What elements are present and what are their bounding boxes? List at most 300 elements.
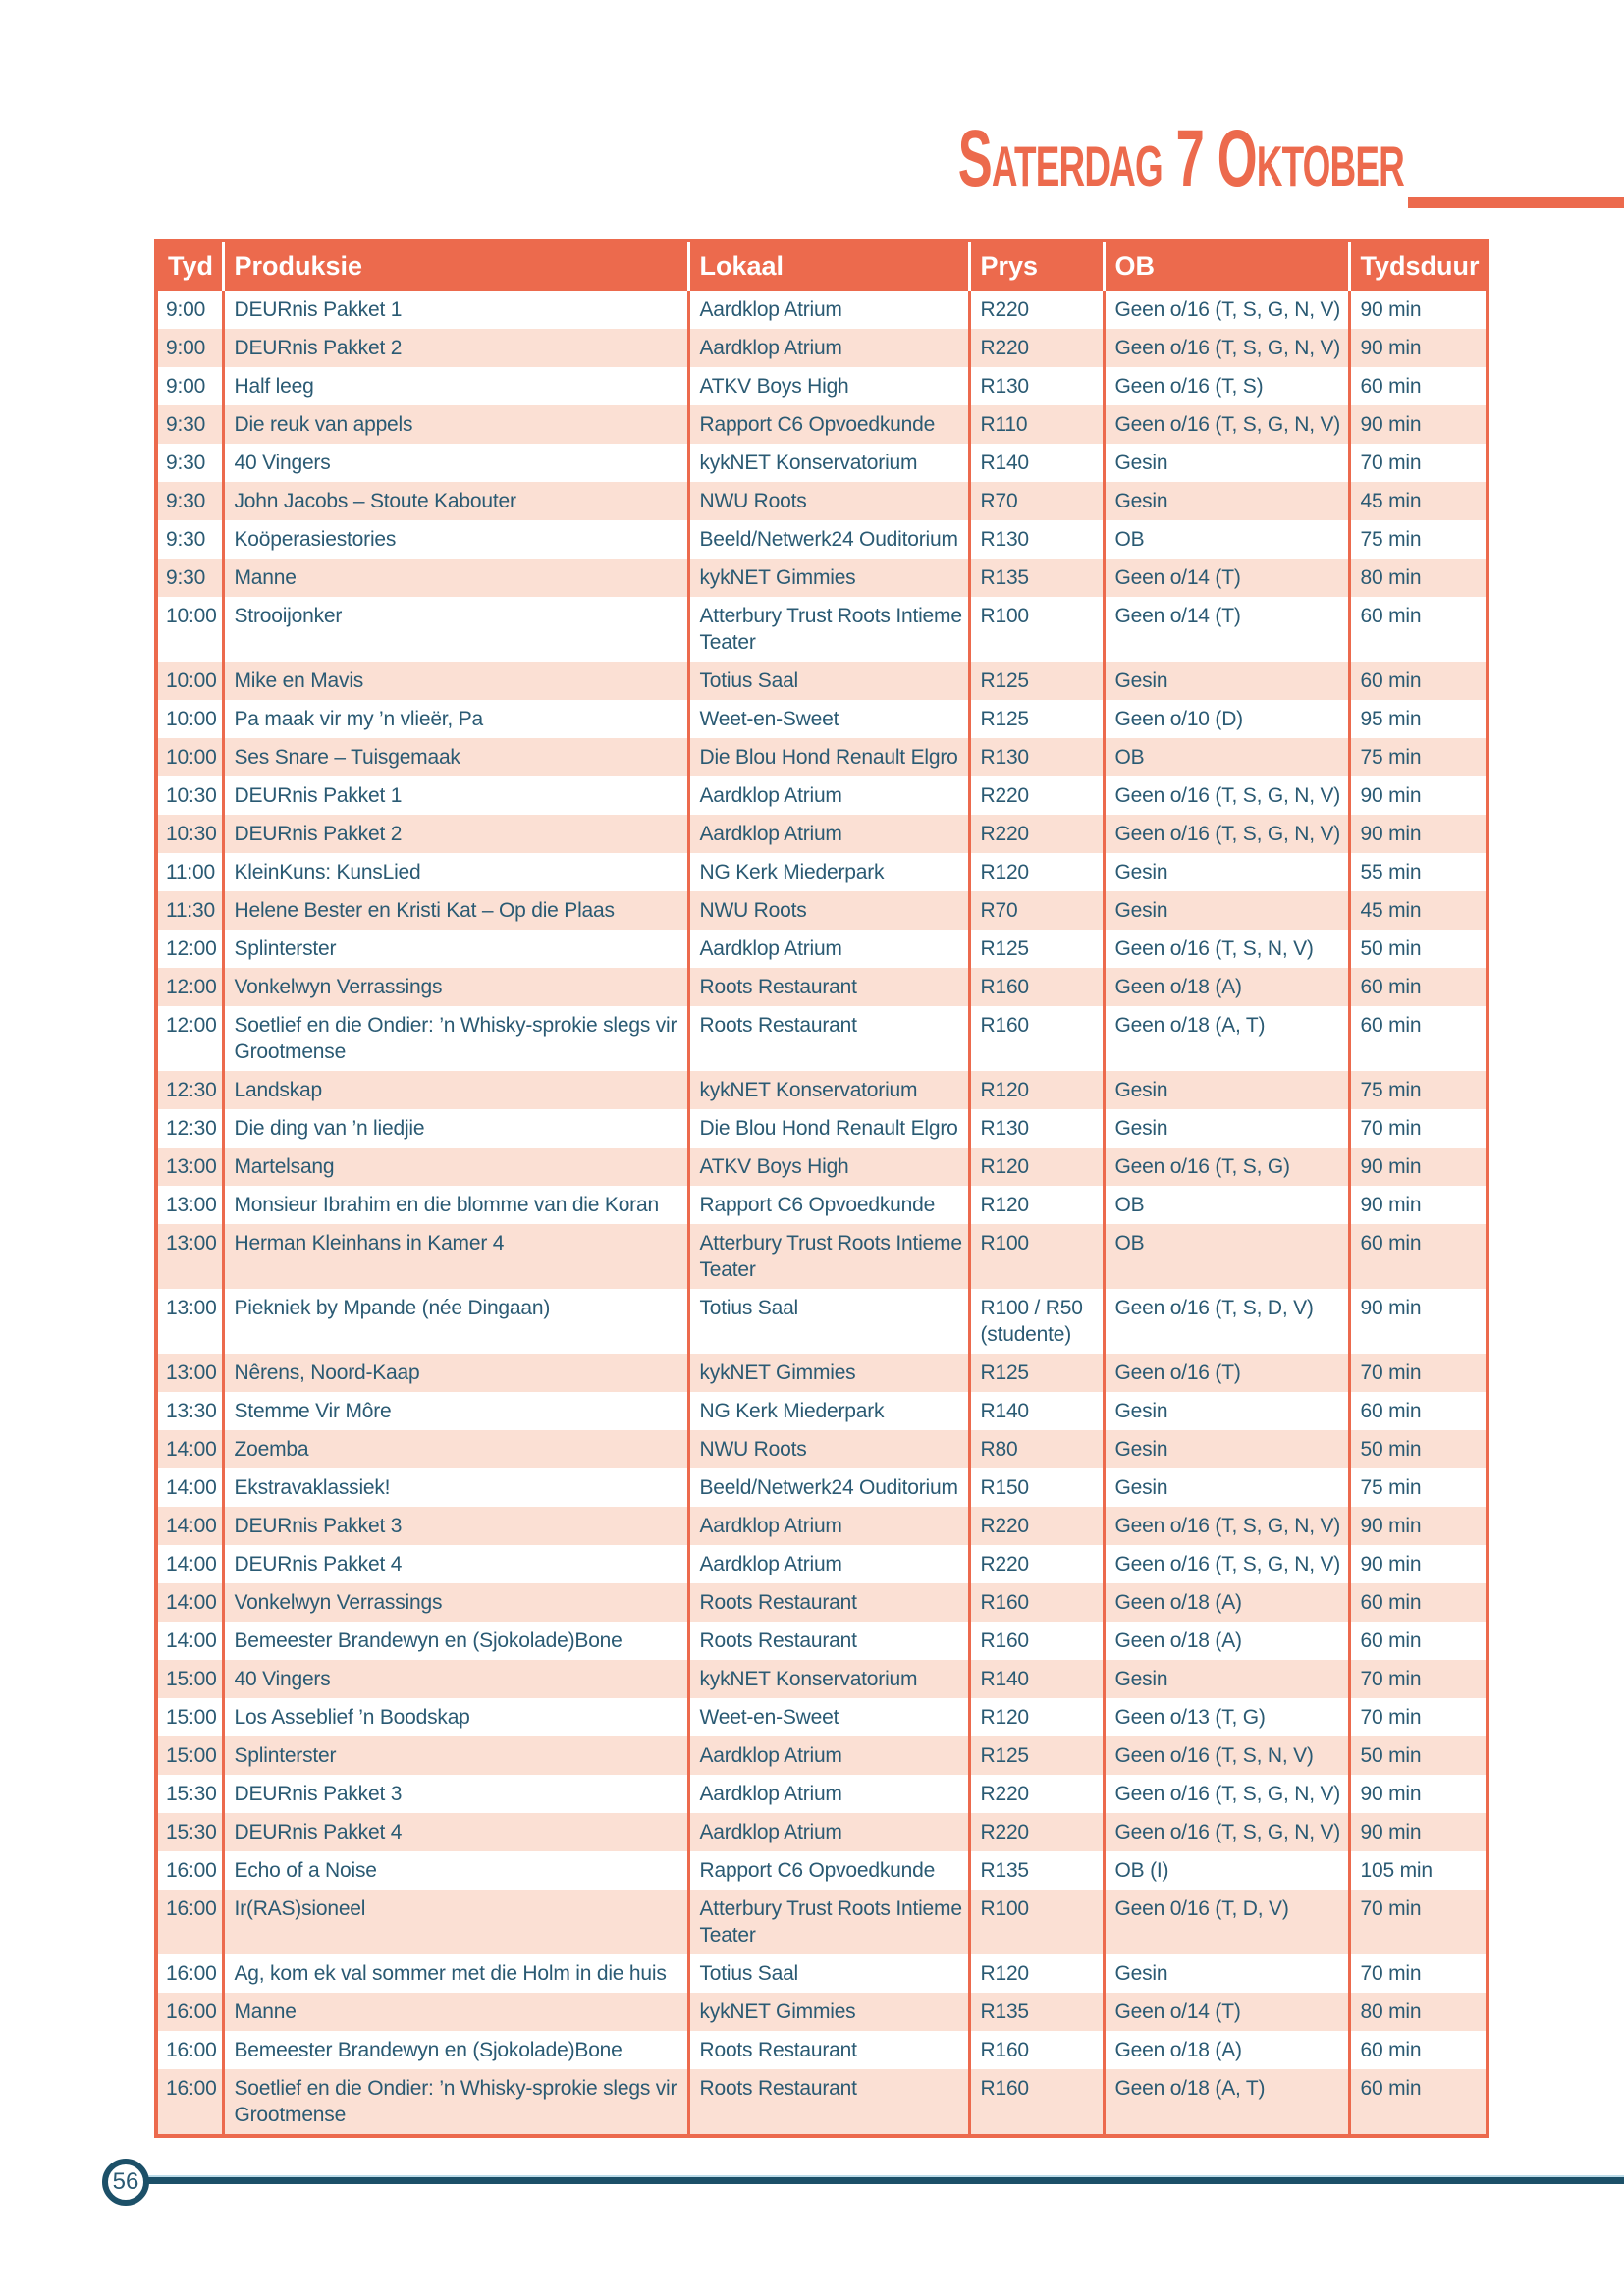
cell-tydsduur: 70 min [1349,444,1488,482]
cell-tyd: 10:30 [156,776,223,815]
cell-tydsduur: 80 min [1349,559,1488,597]
cell-tyd: 16:00 [156,2069,223,2136]
cell-ob: OB (I) [1104,1851,1349,1890]
cell-prys: R70 [969,482,1104,520]
cell-ob: Gesin [1104,891,1349,930]
cell-prys: R120 [969,1698,1104,1736]
cell-tyd: 9:30 [156,559,223,597]
cell-produksie: Herman Kleinhans in Kamer 4 [223,1224,688,1289]
cell-prys: R100 / R50 (studente) [969,1289,1104,1354]
cell-ob: Geen o/14 (T) [1104,1993,1349,2031]
cell-prys: R80 [969,1430,1104,1468]
cell-ob: Geen o/16 (T, S, G, N, V) [1104,776,1349,815]
table-row [156,1993,1488,2031]
cell-prys: R100 [969,1890,1104,1954]
table-row [156,520,1488,559]
cell-prys: R220 [969,776,1104,815]
cell-ob: Geen o/16 (T, S, D, V) [1104,1289,1349,1354]
cell-prys: R130 [969,738,1104,776]
cell-lokaal: Aardklop Atrium [688,815,969,853]
cell-produksie: DEURnis Pakket 3 [223,1775,688,1813]
cell-prys: R220 [969,1813,1104,1851]
cell-lokaal: Rapport C6 Opvoedkunde [688,1186,969,1224]
cell-prys: R125 [969,700,1104,738]
cell-produksie: DEURnis Pakket 4 [223,1545,688,1583]
cell-lokaal: kykNET Gimmies [688,1993,969,2031]
cell-prys: R220 [969,1507,1104,1545]
page-number-badge: 56 [102,2159,149,2206]
cell-lokaal: Aardklop Atrium [688,1736,969,1775]
cell-ob: Geen o/18 (A, T) [1104,2069,1349,2136]
cell-produksie: DEURnis Pakket 1 [223,776,688,815]
cell-tyd: 16:00 [156,1954,223,1993]
cell-tyd: 10:00 [156,662,223,700]
cell-produksie: Martelsang [223,1148,688,1186]
cell-ob: OB [1104,1186,1349,1224]
cell-ob: Geen o/16 (T) [1104,1354,1349,1392]
cell-ob: Gesin [1104,1660,1349,1698]
cell-ob: Geen o/16 (T, S, N, V) [1104,930,1349,968]
table-row [156,1775,1488,1813]
table-row [156,2069,1488,2136]
table-row [156,1186,1488,1224]
table-row [156,776,1488,815]
cell-ob: Geen o/18 (A) [1104,968,1349,1006]
cell-ob: Geen o/18 (A) [1104,1583,1349,1622]
cell-tyd: 12:30 [156,1071,223,1109]
cell-tydsduur: 90 min [1349,1775,1488,1813]
cell-lokaal: Roots Restaurant [688,2069,969,2136]
cell-tydsduur: 75 min [1349,1468,1488,1507]
table-row [156,1392,1488,1430]
cell-produksie: DEURnis Pakket 2 [223,329,688,367]
cell-ob: Geen o/16 (T, S, G, N, V) [1104,291,1349,329]
cell-tydsduur: 60 min [1349,1224,1488,1289]
cell-tydsduur: 60 min [1349,1006,1488,1071]
cell-tydsduur: 105 min [1349,1851,1488,1890]
cell-prys: R160 [969,2069,1104,2136]
cell-ob: Geen o/13 (T, G) [1104,1698,1349,1736]
cell-prys: R135 [969,1851,1104,1890]
cell-produksie: Bemeester Brandewyn en (Sjokolade)Bone [223,1622,688,1660]
cell-produksie: Die reuk van appels [223,405,688,444]
table-row [156,1006,1488,1071]
cell-produksie: Bemeester Brandewyn en (Sjokolade)Bone [223,2031,688,2069]
table-row [156,1583,1488,1622]
cell-ob: Geen o/16 (T, S, G, N, V) [1104,1775,1349,1813]
schedule-table-header [156,240,1488,291]
cell-lokaal: kykNET Gimmies [688,559,969,597]
cell-ob: Gesin [1104,1468,1349,1507]
cell-tydsduur: 60 min [1349,1622,1488,1660]
cell-prys: R160 [969,1622,1104,1660]
cell-produksie: Echo of a Noise [223,1851,688,1890]
cell-prys: R120 [969,1954,1104,1993]
cell-tydsduur: 60 min [1349,1392,1488,1430]
table-row [156,559,1488,597]
cell-ob: Gesin [1104,1430,1349,1468]
cell-produksie: Splinterster [223,1736,688,1775]
table-row [156,1890,1488,1954]
cell-tydsduur: 50 min [1349,1736,1488,1775]
cell-prys: R120 [969,1071,1104,1109]
cell-ob: Gesin [1104,853,1349,891]
table-row [156,367,1488,405]
cell-ob: Gesin [1104,662,1349,700]
table-row [156,968,1488,1006]
cell-produksie: Ses Snare – Tuisgemaak [223,738,688,776]
cell-ob: Geen o/16 (T, S, G, N, V) [1104,815,1349,853]
table-row [156,853,1488,891]
cell-lokaal: Aardklop Atrium [688,1813,969,1851]
cell-tydsduur: 60 min [1349,968,1488,1006]
cell-tyd: 13:00 [156,1354,223,1392]
cell-prys: R135 [969,559,1104,597]
cell-lokaal: Atterbury Trust Roots Intieme Teater [688,597,969,662]
cell-produksie: John Jacobs – Stoute Kabouter [223,482,688,520]
cell-prys: R160 [969,1583,1104,1622]
cell-lokaal: Roots Restaurant [688,1583,969,1622]
cell-prys: R135 [969,1993,1104,2031]
cell-lokaal: NWU Roots [688,482,969,520]
cell-tyd: 15:00 [156,1698,223,1736]
cell-produksie: Soetlief en die Ondier: ’n Whisky-sprokie slegs vir Grootmense [223,1006,688,1071]
cell-tydsduur: 75 min [1349,520,1488,559]
table-row [156,1813,1488,1851]
cell-tydsduur: 70 min [1349,1890,1488,1954]
cell-produksie: DEURnis Pakket 1 [223,291,688,329]
cell-lokaal: NWU Roots [688,1430,969,1468]
cell-ob: Geen o/16 (T, S, G) [1104,1148,1349,1186]
cell-tydsduur: 90 min [1349,1289,1488,1354]
cell-produksie: Helene Bester en Kristi Kat – Op die Plaas [223,891,688,930]
table-row [156,1736,1488,1775]
table-row [156,1622,1488,1660]
cell-prys: R120 [969,1148,1104,1186]
table-row [156,329,1488,367]
cell-tyd: 12:00 [156,968,223,1006]
cell-lokaal: kykNET Gimmies [688,1354,969,1392]
cell-lokaal: Aardklop Atrium [688,291,969,329]
cell-ob: Geen o/18 (A) [1104,1622,1349,1660]
cell-produksie: Manne [223,559,688,597]
cell-ob: Geen o/16 (T, S, G, N, V) [1104,405,1349,444]
cell-prys: R140 [969,1392,1104,1430]
cell-prys: R125 [969,1354,1104,1392]
cell-lokaal: Atterbury Trust Roots Intieme Teater [688,1890,969,1954]
cell-lokaal: Aardklop Atrium [688,1545,969,1583]
cell-tydsduur: 75 min [1349,1071,1488,1109]
table-row [156,1851,1488,1890]
cell-produksie: Ir(RAS)sioneel [223,1890,688,1954]
cell-lokaal: Rapport C6 Opvoedkunde [688,405,969,444]
cell-tyd: 14:00 [156,1622,223,1660]
cell-tydsduur: 90 min [1349,1186,1488,1224]
cell-lokaal: ATKV Boys High [688,1148,969,1186]
cell-ob: Geen o/16 (T, S, G, N, V) [1104,1545,1349,1583]
table-row [156,2031,1488,2069]
cell-lokaal: Totius Saal [688,662,969,700]
cell-produksie: Vonkelwyn Verrassings [223,1583,688,1622]
cell-tyd: 11:30 [156,891,223,930]
cell-ob: Geen o/18 (A, T) [1104,1006,1349,1071]
cell-tydsduur: 60 min [1349,1583,1488,1622]
cell-ob: OB [1104,1224,1349,1289]
cell-lokaal: Aardklop Atrium [688,1775,969,1813]
footer-rule [145,2175,1624,2184]
cell-tyd: 12:30 [156,1109,223,1148]
cell-ob: Geen o/16 (T, S, N, V) [1104,1736,1349,1775]
cell-ob: Gesin [1104,482,1349,520]
cell-tydsduur: 60 min [1349,662,1488,700]
cell-produksie: Nêrens, Noord-Kaap [223,1354,688,1392]
cell-tyd: 13:00 [156,1289,223,1354]
cell-tyd: 11:00 [156,853,223,891]
cell-prys: R125 [969,662,1104,700]
cell-lokaal: NWU Roots [688,891,969,930]
cell-tyd: 10:00 [156,597,223,662]
table-row [156,1224,1488,1289]
cell-produksie: Vonkelwyn Verrassings [223,968,688,1006]
cell-lokaal: ATKV Boys High [688,367,969,405]
cell-tyd: 9:30 [156,482,223,520]
cell-lokaal: Roots Restaurant [688,1622,969,1660]
cell-tydsduur: 90 min [1349,1545,1488,1583]
cell-ob: Geen 0/16 (T, D, V) [1104,1890,1349,1954]
cell-ob: Gesin [1104,1109,1349,1148]
cell-tydsduur: 55 min [1349,853,1488,891]
cell-lokaal: Roots Restaurant [688,1006,969,1071]
cell-ob: Geen o/16 (T, S, G, N, V) [1104,1813,1349,1851]
cell-ob: Geen o/10 (D) [1104,700,1349,738]
cell-tydsduur: 60 min [1349,2069,1488,2136]
cell-prys: R100 [969,1224,1104,1289]
cell-ob: Gesin [1104,1392,1349,1430]
cell-ob: OB [1104,738,1349,776]
cell-tydsduur: 60 min [1349,2031,1488,2069]
cell-tydsduur: 70 min [1349,1109,1488,1148]
cell-tyd: 13:30 [156,1392,223,1430]
cell-tyd: 13:00 [156,1224,223,1289]
cell-tydsduur: 95 min [1349,700,1488,738]
cell-tydsduur: 60 min [1349,597,1488,662]
cell-tydsduur: 90 min [1349,815,1488,853]
cell-tydsduur: 75 min [1349,738,1488,776]
cell-produksie: Ekstravaklassiek! [223,1468,688,1507]
table-row [156,1545,1488,1583]
cell-tyd: 14:00 [156,1430,223,1468]
cell-lokaal: Aardklop Atrium [688,776,969,815]
table-row [156,1354,1488,1392]
table-row [156,482,1488,520]
cell-tydsduur: 50 min [1349,1430,1488,1468]
cell-lokaal: Aardklop Atrium [688,930,969,968]
cell-tyd: 14:00 [156,1468,223,1507]
cell-ob: Geen o/18 (A) [1104,2031,1349,2069]
cell-lokaal: kykNET Konservatorium [688,444,969,482]
table-row [156,1071,1488,1109]
cell-prys: R120 [969,853,1104,891]
cell-prys: R160 [969,968,1104,1006]
cell-ob: Gesin [1104,444,1349,482]
table-row [156,1954,1488,1993]
table-row [156,891,1488,930]
page-title: Saterdag 7 Oktober [957,112,1404,204]
cell-tydsduur: 70 min [1349,1698,1488,1736]
cell-tydsduur: 80 min [1349,1993,1488,2031]
cell-tyd: 9:00 [156,291,223,329]
cell-prys: R140 [969,1660,1104,1698]
cell-produksie: Zoemba [223,1430,688,1468]
cell-tyd: 10:00 [156,700,223,738]
cell-prys: R220 [969,815,1104,853]
cell-tydsduur: 90 min [1349,291,1488,329]
cell-produksie: DEURnis Pakket 3 [223,1507,688,1545]
cell-tydsduur: 90 min [1349,1507,1488,1545]
cell-prys: R220 [969,291,1104,329]
cell-prys: R100 [969,597,1104,662]
cell-produksie: DEURnis Pakket 4 [223,1813,688,1851]
cell-tyd: 16:00 [156,2031,223,2069]
cell-produksie: Die ding van ’n liedjie [223,1109,688,1148]
cell-prys: R140 [969,444,1104,482]
cell-prys: R120 [969,1186,1104,1224]
cell-tyd: 13:00 [156,1148,223,1186]
cell-tydsduur: 60 min [1349,367,1488,405]
cell-prys: R130 [969,1109,1104,1148]
cell-tydsduur: 70 min [1349,1660,1488,1698]
table-row [156,1289,1488,1354]
cell-lokaal: Roots Restaurant [688,2031,969,2069]
cell-tyd: 12:00 [156,930,223,968]
cell-tyd: 14:00 [156,1583,223,1622]
table-row [156,930,1488,968]
cell-tydsduur: 90 min [1349,1148,1488,1186]
cell-lokaal: kykNET Konservatorium [688,1071,969,1109]
cell-lokaal: Aardklop Atrium [688,329,969,367]
cell-tyd: 16:00 [156,1890,223,1954]
cell-lokaal: NG Kerk Miederpark [688,1392,969,1430]
cell-ob: Geen o/16 (T, S) [1104,367,1349,405]
cell-produksie: Mike en Mavis [223,662,688,700]
table-row [156,738,1488,776]
cell-produksie: Strooijonker [223,597,688,662]
cell-lokaal: Beeld/Netwerk24 Ouditorium [688,520,969,559]
column-header-lokaal: Lokaal [688,240,969,291]
cell-tyd: 13:00 [156,1186,223,1224]
cell-lokaal: NG Kerk Miederpark [688,853,969,891]
cell-produksie: Splinterster [223,930,688,968]
cell-ob: Geen o/14 (T) [1104,559,1349,597]
cell-prys: R220 [969,1545,1104,1583]
cell-tyd: 9:30 [156,444,223,482]
schedule-table-body [156,291,1488,2136]
cell-tydsduur: 45 min [1349,482,1488,520]
column-header-produksie: Produksie [223,240,688,291]
cell-prys: R130 [969,520,1104,559]
cell-tydsduur: 90 min [1349,1813,1488,1851]
cell-produksie: Piekniek by Mpande (née Dingaan) [223,1289,688,1354]
cell-produksie: Monsieur Ibrahim en die blomme van die Koran [223,1186,688,1224]
cell-ob: OB [1104,520,1349,559]
cell-ob: Geen o/16 (T, S, G, N, V) [1104,329,1349,367]
cell-produksie: KleinKuns: KunsLied [223,853,688,891]
cell-produksie: Stemme Vir Môre [223,1392,688,1430]
cell-produksie: 40 Vingers [223,1660,688,1698]
cell-tyd: 15:00 [156,1736,223,1775]
cell-tydsduur: 50 min [1349,930,1488,968]
cell-lokaal: Totius Saal [688,1954,969,1993]
cell-lokaal: kykNET Konservatorium [688,1660,969,1698]
cell-tyd: 16:00 [156,1851,223,1890]
cell-lokaal: Weet-en-Sweet [688,1698,969,1736]
table-row [156,1660,1488,1698]
cell-tyd: 14:00 [156,1507,223,1545]
cell-prys: R125 [969,1736,1104,1775]
cell-prys: R220 [969,1775,1104,1813]
cell-ob: Geen o/16 (T, S, G, N, V) [1104,1507,1349,1545]
cell-tydsduur: 45 min [1349,891,1488,930]
cell-prys: R110 [969,405,1104,444]
cell-lokaal: Aardklop Atrium [688,1507,969,1545]
table-row [156,1698,1488,1736]
cell-lokaal: Weet-en-Sweet [688,700,969,738]
table-row [156,1148,1488,1186]
cell-prys: R70 [969,891,1104,930]
cell-lokaal: Die Blou Hond Renault Elgro [688,738,969,776]
table-row [156,291,1488,329]
cell-tydsduur: 90 min [1349,405,1488,444]
schedule-table [154,239,1489,2138]
table-row [156,662,1488,700]
cell-tyd: 14:00 [156,1545,223,1583]
cell-lokaal: Totius Saal [688,1289,969,1354]
cell-tyd: 15:00 [156,1660,223,1698]
cell-produksie: Soetlief en die Ondier: ’n Whisky-sprokie slegs vir Grootmense [223,2069,688,2136]
column-header-ob: OB [1104,240,1349,291]
cell-tyd: 15:30 [156,1813,223,1851]
header-row [156,240,1488,291]
cell-tyd: 9:00 [156,367,223,405]
cell-ob: Gesin [1104,1954,1349,1993]
cell-produksie: Ag, kom ek val sommer met die Holm in die huis [223,1954,688,1993]
column-header-tyd: Tyd [156,240,223,291]
table-row [156,1109,1488,1148]
cell-tydsduur: 70 min [1349,1954,1488,1993]
cell-prys: R220 [969,329,1104,367]
table-row [156,1507,1488,1545]
cell-prys: R160 [969,1006,1104,1071]
cell-produksie: Koöperasiestories [223,520,688,559]
cell-prys: R150 [969,1468,1104,1507]
cell-produksie: Manne [223,1993,688,2031]
cell-tyd: 9:30 [156,520,223,559]
cell-lokaal: Die Blou Hond Renault Elgro [688,1109,969,1148]
table-row [156,1468,1488,1507]
title-underline-rule [1408,197,1624,208]
cell-produksie: Pa maak vir my ’n vlieër, Pa [223,700,688,738]
table-row [156,405,1488,444]
cell-produksie: DEURnis Pakket 2 [223,815,688,853]
table-row [156,444,1488,482]
cell-prys: R125 [969,930,1104,968]
cell-tyd: 16:00 [156,1993,223,2031]
cell-lokaal: Atterbury Trust Roots Intieme Teater [688,1224,969,1289]
cell-prys: R130 [969,367,1104,405]
column-header-tydsduur: Tydsduur [1349,240,1488,291]
cell-lokaal: Roots Restaurant [688,968,969,1006]
table-row [156,815,1488,853]
